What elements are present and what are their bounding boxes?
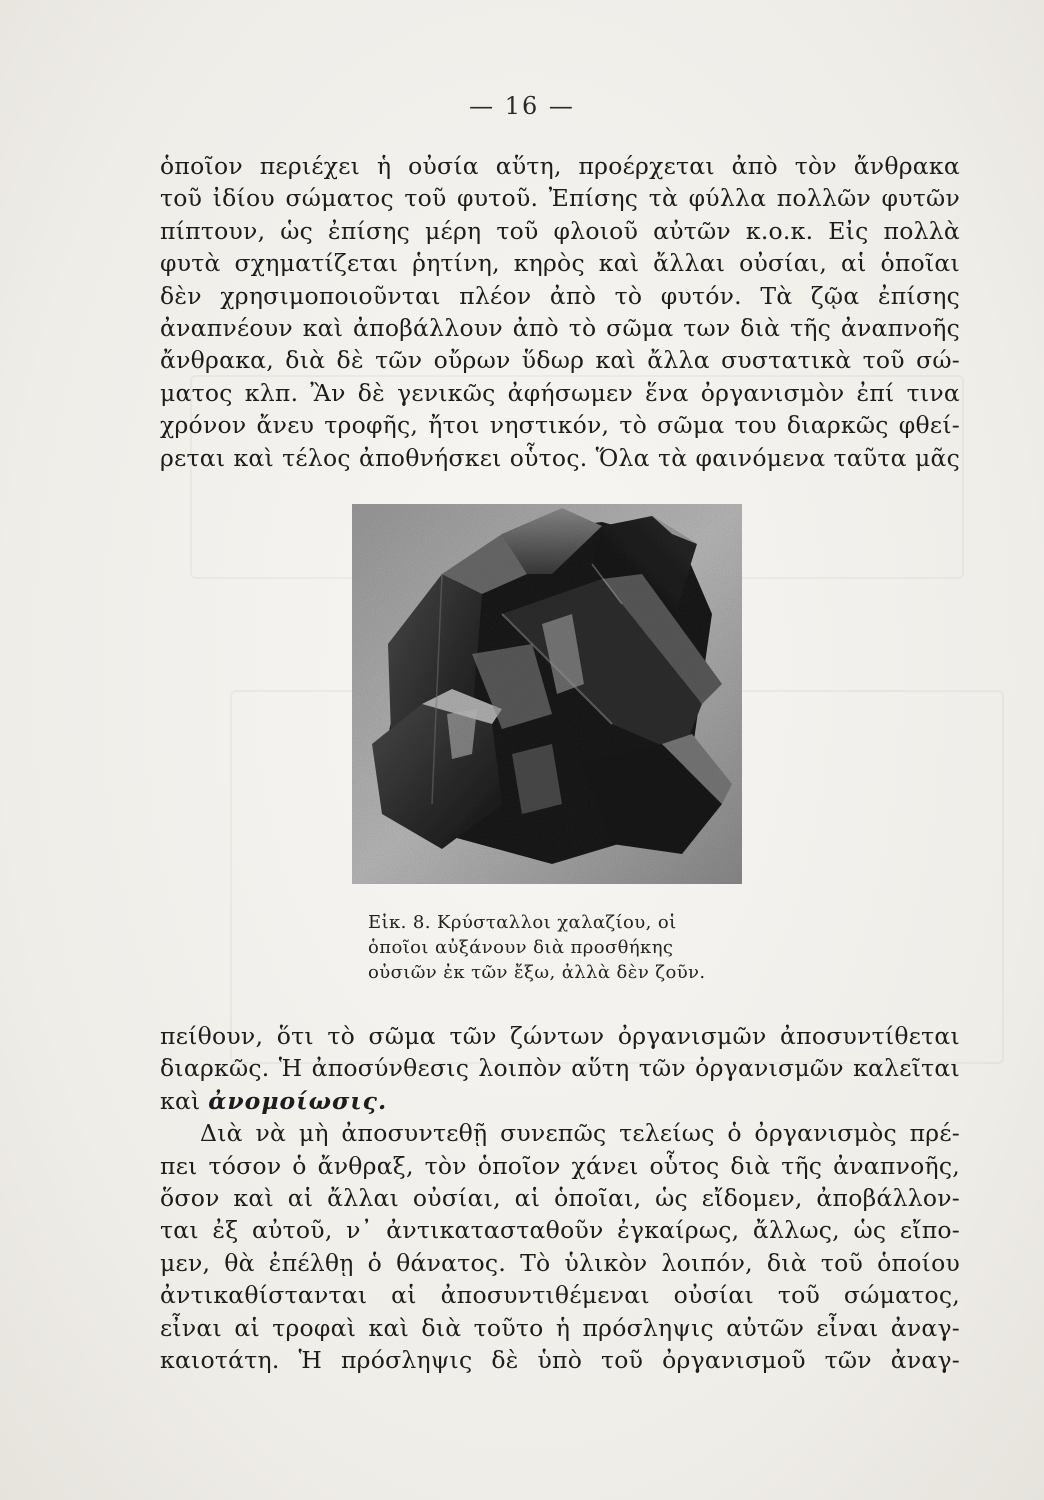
text-line: ἄνθρακα, διὰ δὲ τῶν οὔρων ὕδωρ καὶ ἄλλα συστατικὰ τοῦ σώ- <box>160 346 960 375</box>
text-line: διαρκῶς. Ἡ ἀποσύνθεσις λοιπὸν αὕτη τῶν ὀργανισμῶν καλεῖται <box>160 1054 960 1083</box>
text-line: μεν, θὰ ἐπέλθῃ ὁ θάνατος. Τὸ ὑλικὸν λοιπόν, διὰ τοῦ ὁποίου <box>160 1248 960 1277</box>
text-line: δὲν χρησιμοποιοῦνται πλέον ἀπὸ τὸ φυτόν. Τὰ ζῷα ἐπίσης <box>160 281 960 310</box>
paragraph-bottom <box>160 1020 960 1376</box>
caption-line: Εἰκ. 8. Κρύσταλλοι χαλαζίου, οἱ <box>368 912 677 933</box>
text-line: πει τόσον ὁ ἄνθραξ, τὸν ὁποῖον χάνει οὗτος διὰ τῆς ἀναπνοῆς, <box>160 1151 960 1180</box>
text-line: καὶ ἀνομοίωσις. <box>160 1086 388 1115</box>
text-line: Διὰ νὰ μὴ ἀποσυντεθῇ συνεπῶς τελείως ὁ ὀργανισμὸς πρέ- <box>200 1119 960 1148</box>
text-line: καιοτάτη. Ἡ πρόσληψις δὲ ὑπὸ τοῦ ὀργανισμοῦ τῶν ἀναγ- <box>160 1345 960 1374</box>
text-line: ἀναπνέουν καὶ ἀποβάλλουν ἀπὸ τὸ σῶμα των διὰ τῆς ἀναπνοῆς <box>160 313 960 342</box>
figure-label: Εἰκ. 8. <box>368 912 431 933</box>
text-line: φυτὰ σχηματίζεται ῥητίνη, κηρὸς καὶ ἄλλαι οὐσίαι, αἱ ὁποῖαι <box>160 249 960 278</box>
caption-line: οὐσιῶν ἐκ τῶν ἔξω, ἀλλὰ δὲν ζοῦν. <box>368 962 706 983</box>
paragraph-top <box>160 150 960 474</box>
figure-caption <box>368 910 748 985</box>
text-line: εἶναι αἱ τροφαὶ καὶ διὰ τοῦτο ἡ πρόσληψις αὐτῶν εἶναι ἀναγ- <box>160 1313 960 1342</box>
text-line: ὅσον καὶ αἱ ἄλλαι οὐσίαι, αἱ ὁποῖαι, ὡς εἴδομεν, ἀποβάλλον- <box>160 1183 960 1212</box>
text-line: ματος κλπ. Ἂν δὲ γενικῶς ἀφήσωμεν ἕνα ὀργανισμὸν ἐπί τινα <box>160 378 960 407</box>
quartz-crystals-photo <box>352 504 742 884</box>
text-line: ται ἐξ αὐτοῦ, ν᾿ ἀντικατασταθοῦν ἐγκαίρως, ἄλλως, ὡς εἴπο- <box>160 1216 960 1245</box>
text-line: ρεται καὶ τέλος ἀποθνήσκει οὗτος. Ὅλα τὰ φαινόμενα ταῦτα μᾶς <box>160 443 960 472</box>
text-line: ὁποῖον περιέχει ἡ οὐσία αὕτη, προέρχεται ἀπὸ τὸν ἄνθρακα <box>160 152 960 180</box>
text-line: πίπτουν, ὡς ἐπίσης μέρη τοῦ φλοιοῦ αὐτῶν κ.ο.κ. Εἰς πολλὰ <box>160 216 960 245</box>
emphasized-term: ἀνομοίωσις. <box>208 1086 388 1115</box>
page-number: — 16 — <box>469 92 575 120</box>
caption-line: ὁποῖοι αὐξάνουν διὰ προσθήκης <box>368 937 674 958</box>
text-line: ἀντικαθίστανται αἱ ἀποσυντιθέμεναι οὐσίαι τοῦ σώματος, <box>160 1281 960 1310</box>
text-line: χρόνον ἄνευ τροφῆς, ἤτοι νηστικόν, τὸ σῶμα του διαρκῶς φθεί- <box>160 411 960 440</box>
text-line: πείθουν, ὅτι τὸ σῶμα τῶν ζώντων ὀργανισμῶν ἀποσυντίθεται <box>160 1022 960 1050</box>
text-line: τοῦ ἰδίου σώματος τοῦ φυτοῦ. Ἐπίσης τὰ φύλλα πολλῶν φυτῶν <box>160 184 960 213</box>
